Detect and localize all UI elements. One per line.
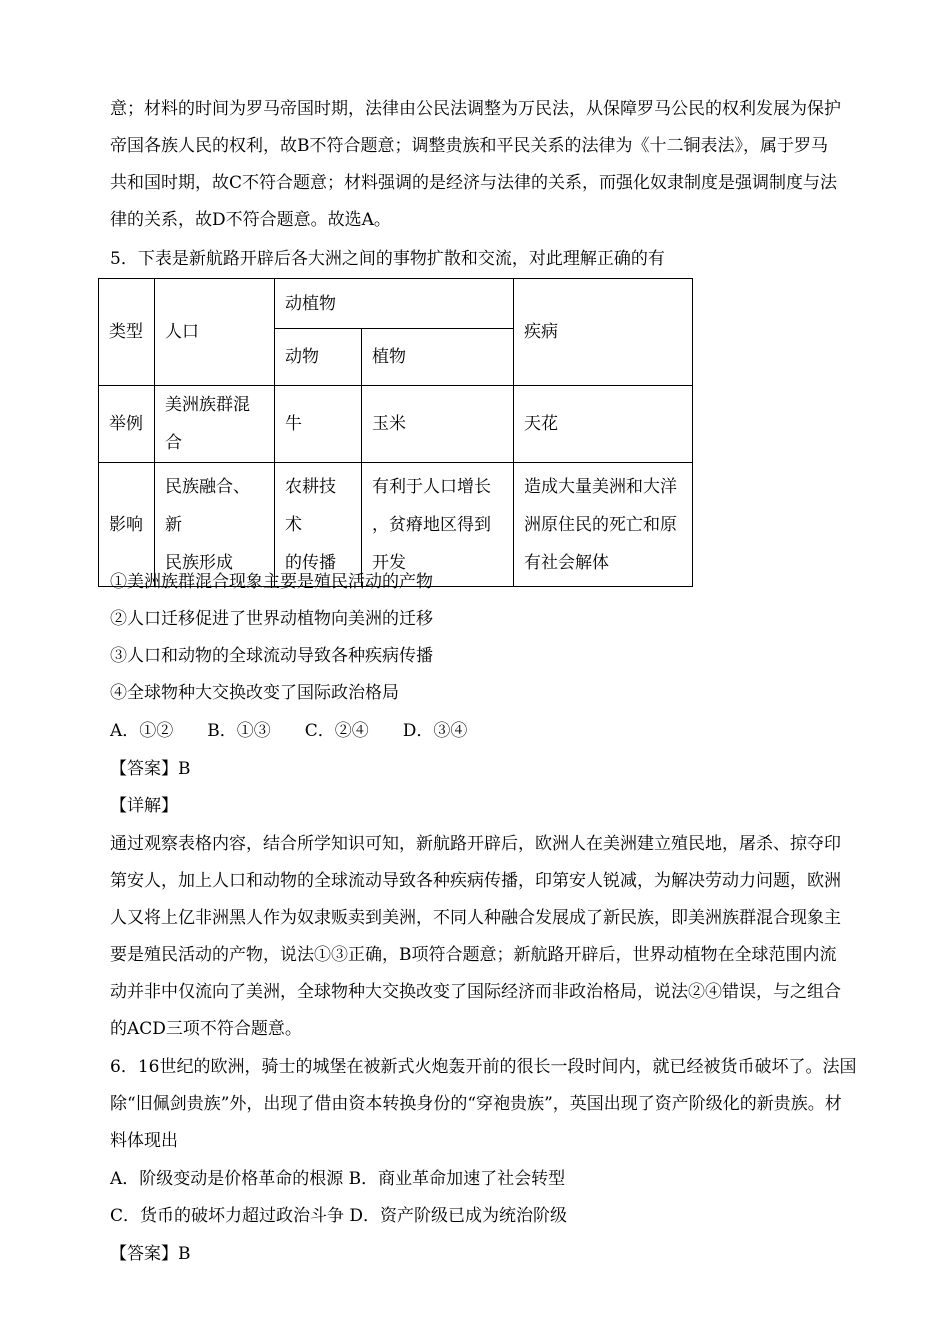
detail-line: 动并非中仅流向了美洲，全球物种大交换改变了国际经济而非政治格局，说法②④错误，与之组合 [110,982,841,1002]
intro-line: 意；材料的时间为罗马帝国时期，法律由公民法调整为万民法，从保障罗马公民的权利发展为保护 [110,99,841,119]
detail-line: 第安人，加上人口和动物的全球流动导致各种疾病传播，印第安人锐减，为解决劳动力问题，欧洲 [110,871,841,891]
detail-line: 人又将上亿非洲黑人作为奴隶贩卖到美洲，不同人种融合发展成了新民族，即美洲族群混合现象主 [110,908,841,928]
q6-stem-line: 6．16世纪的欧洲，骑士的城堡在被新式火炮轰开前的很长一段时间内，就已经被货币破坏了。法国 [110,1057,857,1077]
impact-population: 民族融合、新 民族形成 [155,463,275,587]
statement-1: ①美洲族群混合现象主要是殖民活动的产物 [110,572,433,592]
q6-stem-line: 料体现出 [110,1131,178,1151]
impact-disease: 造成大量美洲和大洋 洲原住民的死亡和原 有社会解体 [514,463,693,587]
header-plant: 植物 [362,329,514,386]
row-label-impact: 影响 [99,463,155,587]
q6-stem-line: 除“旧佩剑贵族”外，出现了借由资本转换身份的“穿袍贵族”，英国出现了资产阶级化的新贵族。材 [110,1094,842,1114]
q5-answer: 【答案】B [110,759,191,779]
statement-3: ③人口和动物的全球流动导致各种疾病传播 [110,646,433,666]
impact-animal: 农耕技术 的传播 [275,463,362,587]
exchange-table [98,278,693,587]
q5-detail-label: 【详解】 [110,796,178,816]
row-label-example: 举例 [99,386,155,463]
header-animal: 动物 [275,329,362,386]
example-disease: 天花 [514,386,693,463]
statement-2: ②人口迁移促进了世界动植物向美洲的迁移 [110,609,433,629]
statement-4: ④全球物种大交换改变了国际政治格局 [110,683,399,703]
q6-answer: 【答案】B [110,1244,191,1264]
q5-stem: 5．下表是新航路开辟后各大洲之间的事物扩散和交流，对此理解正确的有 [110,249,665,269]
header-population: 人口 [155,279,275,386]
example-animal: 牛 [275,386,362,463]
detail-line: 的ACD三项不符合题意。 [110,1019,302,1039]
q5-options: A．①② B．①③ C．②④ D．③④ [110,721,468,741]
detail-line: 要是殖民活动的产物，说法①③正确，B项符合题意；新航路开辟后，世界动植物在全球范围内流 [110,945,837,965]
detail-line: 通过观察表格内容，结合所学知识可知，新航路开辟后，欧洲人在美洲建立殖民地，屠杀、掠夺印 [110,834,841,854]
impact-plant: 有利于人口增长 ，贫瘠地区得到 开发 [362,463,514,587]
intro-line: 帝国各族人民的权利，故B不符合题意；调整贵族和平民关系的法律为《十二铜表法》，属于罗马 [110,136,828,156]
q6-options-line: C．货币的破坏力超过政治斗争 D．资产阶级已成为统治阶级 [110,1206,568,1226]
intro-line: 共和国时期，故C不符合题意；材料强调的是经济与法律的关系，而强化奴隶制度是强调制度与法 [110,173,838,193]
q6-options-line: A．阶级变动是价格革命的根源 B．商业革命加速了社会转型 [110,1169,566,1189]
example-plant: 玉米 [362,386,514,463]
header-type: 类型 [99,279,155,386]
header-animals-plants: 动植物 [275,279,514,329]
header-disease: 疾病 [514,279,693,386]
intro-line: 律的关系，故D不符合题意。故选A。 [110,210,391,230]
example-population: 美洲族群混合 [155,386,275,463]
